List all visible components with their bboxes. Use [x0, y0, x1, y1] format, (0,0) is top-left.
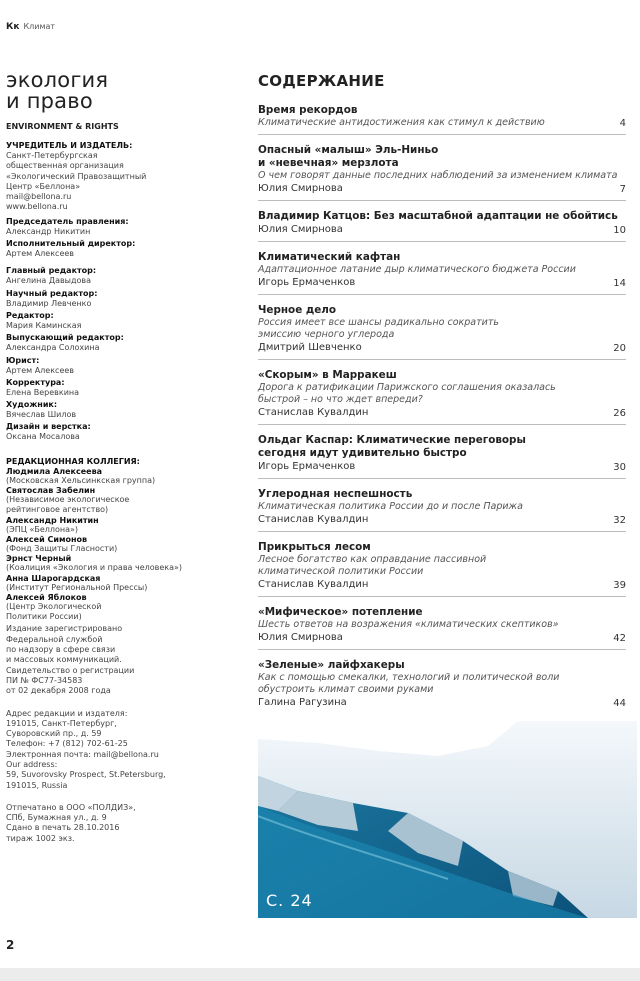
staff-entry	[6, 356, 246, 376]
publisher-line: Санкт-Петербургская	[6, 151, 98, 160]
staff-entry	[6, 378, 246, 398]
article-title: Черное дело	[258, 304, 337, 316]
board-member-name: Александр Никитин	[6, 515, 99, 525]
registration-line: от 02 декабря 2008 года	[6, 686, 111, 696]
contents-item[interactable]	[258, 541, 626, 597]
publisher-line: www.bellona.ru	[6, 202, 68, 212]
page-number: 2	[6, 938, 15, 952]
registration-info	[6, 624, 246, 696]
staff-role: Редактор:	[6, 310, 54, 320]
contents-heading: СОДЕРЖАНИЕ	[258, 72, 385, 90]
publisher-lines	[6, 151, 246, 213]
board-member-org: (Независимое экологическое	[6, 495, 130, 505]
staff-role: Главный редактор:	[6, 266, 97, 276]
address-line: Our address:	[6, 759, 58, 769]
publisher-line: общественная организация	[6, 161, 124, 171]
article-author: Юлия Смирнова	[258, 632, 343, 643]
article-title: и «невечная» мерзлота	[258, 157, 399, 169]
contents-item[interactable]	[258, 251, 626, 295]
article-page: 20	[613, 343, 626, 354]
board-member-org: (Центр Экологической	[6, 601, 102, 611]
board-member-name: Святослав Забелин	[6, 486, 96, 496]
article-title: «Мифическое» потепление	[258, 606, 423, 618]
article-subtitle: Лесное богатство как оправдание пассивной	[258, 554, 487, 565]
article-subtitle: климатической политики России	[258, 566, 424, 577]
staff-role: Дизайн и верстка:	[6, 422, 91, 432]
article-author: Станислав Кувалдин	[258, 407, 369, 418]
article-author: Галина Рагузина	[258, 697, 347, 708]
contents-item[interactable]	[258, 488, 626, 532]
staff-entry	[6, 400, 246, 420]
board-member	[6, 486, 246, 516]
logo-line-2: и право	[6, 89, 93, 113]
board-member-name: Эрнст Черный	[6, 554, 72, 564]
article-page: 32	[613, 515, 626, 526]
article-author: Игорь Ермаченков	[258, 461, 356, 472]
article-author: Дмитрий Шевченко	[258, 342, 362, 353]
article-subtitle: О чем говорят данные последних наблюдений за изменением климата	[258, 170, 618, 181]
address-line: 191015, Санкт-Петербург,	[6, 718, 117, 728]
article-author: Станислав Кувалдин	[258, 579, 369, 590]
article-author: Станислав Кувалдин	[258, 514, 369, 525]
article-title: Прикрыться лесом	[258, 541, 371, 553]
board-member	[6, 554, 246, 573]
board-member-name: Алексей Симонов	[6, 534, 88, 544]
staff-entry	[6, 266, 246, 286]
contents-item[interactable]	[258, 304, 626, 360]
staff-entry	[6, 422, 246, 442]
imprint-column	[6, 70, 246, 844]
staff-entry	[6, 333, 246, 353]
magazine-logo	[6, 70, 246, 112]
contents-item[interactable]	[258, 606, 626, 650]
article-subtitle: обустроить климат своими руками	[258, 684, 434, 695]
print-line: Сдано в печать 28.10.2016	[6, 823, 120, 833]
publisher-block	[6, 141, 246, 213]
board-member	[6, 574, 246, 593]
article-subtitle: Дорога к ратификации Парижского соглашения оказалась	[258, 382, 556, 393]
article-page: 14	[613, 278, 626, 289]
contents-item[interactable]	[258, 434, 626, 479]
article-title: Опасный «малыш» Эль-Ниньо	[258, 144, 439, 156]
board-member-org: (Фонд Защиты Гласности)	[6, 543, 118, 553]
article-title: Ольдаг Каспар: Климатические переговоры	[258, 434, 526, 446]
board-member-name: Алексей Яблоков	[6, 592, 87, 602]
staff-entry	[6, 289, 246, 309]
registration-line: по надзору в сфере связи	[6, 645, 116, 655]
section-logo: Кк	[6, 22, 20, 32]
staff-entry	[6, 239, 246, 259]
contents-item[interactable]	[258, 369, 626, 425]
staff-name: Артем Алексеев	[6, 365, 75, 375]
board-member	[6, 535, 246, 554]
running-header	[6, 22, 55, 32]
publisher-line: «Экологический Правозащитный	[6, 171, 147, 181]
address-line: Телефон: +7 (812) 702-61-25	[6, 739, 128, 749]
article-title: Углеродная неспешность	[258, 488, 413, 500]
staff-role: Выпускающий редактор:	[6, 333, 124, 343]
address-line: Электронная почта: mail@bellona.ru	[6, 749, 159, 759]
article-page: 4	[619, 118, 626, 129]
article-title: сегодня идут удивительно быстро	[258, 447, 467, 459]
article-page: 26	[613, 408, 626, 419]
registration-line: Издание зарегистрировано	[6, 624, 123, 634]
board-member	[6, 593, 246, 623]
registration-line: и массовых коммуникаций.	[6, 655, 122, 665]
staff-role: Научный редактор:	[6, 288, 98, 298]
board-label: РЕДАКЦИОННАЯ КОЛЛЕГИЯ:	[6, 456, 140, 466]
board-member-name: Людмила Алексеева	[6, 466, 103, 476]
board-member-org: (Московская Хельсинкская группа)	[6, 475, 156, 485]
board-member-name: Анна Шарогардская	[6, 573, 101, 583]
article-subtitle: эмиссию черного углерода	[258, 329, 395, 340]
print-info	[6, 803, 246, 844]
staff-name: Мария Каминская	[6, 320, 82, 330]
staff-role: Художник:	[6, 400, 58, 410]
article-subtitle: Климатическая политика России до и после Парижа	[258, 501, 523, 512]
staff-name: Александр Никитин	[6, 226, 91, 236]
staff-role: Исполнительный директор:	[6, 239, 136, 249]
print-line: Отпечатано в ООО «ПОЛДИЗ»,	[6, 802, 136, 812]
cover-photo	[258, 721, 637, 918]
board-member-org: рейтинговое агентство)	[6, 505, 109, 515]
contents-item[interactable]	[258, 210, 626, 242]
board-member-org: (Институт Региональной Прессы)	[6, 582, 148, 592]
staff-name: Елена Веревкина	[6, 387, 80, 397]
article-subtitle: Шесть ответов на возражения «климатических скептиков»	[258, 619, 559, 630]
magazine-subtitle: ENVIRONMENT & RIGHTS	[6, 122, 119, 131]
article-title: Время рекордов	[258, 104, 358, 116]
contents-column	[258, 72, 626, 714]
page-bottom-edge	[0, 968, 640, 981]
print-line: СПб, Бумажная ул., д. 9	[6, 813, 107, 823]
publisher-label: УЧРЕДИТЕЛЬ И ИЗДАТЕЛЬ:	[6, 141, 133, 150]
board-member-org: (ЭПЦ «Беллона»)	[6, 524, 79, 534]
contents-item[interactable]	[258, 144, 626, 201]
article-page: 42	[613, 633, 626, 644]
article-page: 7	[619, 184, 626, 195]
staff-entry	[6, 311, 246, 331]
article-author: Юлия Смирнова	[258, 224, 343, 235]
staff-role: Председатель правления:	[6, 216, 129, 226]
article-page: 10	[613, 225, 626, 236]
contents-item[interactable]	[258, 659, 626, 714]
staff-name: Артем Алексеев	[6, 249, 75, 259]
section-name: Климат	[23, 22, 56, 31]
publisher-line: Центр «Беллона»	[6, 181, 81, 191]
staff-entry	[6, 217, 246, 237]
board-member	[6, 516, 246, 535]
article-subtitle: Адаптационное латание дыр климатического бюджета России	[258, 264, 576, 275]
publisher-line: mail@bellona.ru	[6, 192, 72, 202]
registration-line: ПИ № ФС77-34583	[6, 675, 83, 685]
staff-name: Владимир Левченко	[6, 298, 92, 308]
page-reference: С. 24	[266, 891, 313, 910]
article-title: «Зеленые» лайфхакеры	[258, 659, 405, 671]
address-line: Адрес редакции и издателя:	[6, 708, 128, 718]
staff-list	[6, 217, 246, 443]
article-title: Владимир Катцов: Без масштабной адаптации не обойтись	[258, 210, 618, 222]
article-title: «Скорым» в Марракеш	[258, 369, 397, 381]
article-author: Юлия Смирнова	[258, 183, 343, 194]
address-line: 59, Suvorovsky Prospect, St.Petersburg,	[6, 770, 166, 780]
article-subtitle: быстрой – но что ждет впереди?	[258, 394, 423, 405]
address-line: 191015, Russia	[6, 780, 68, 790]
board-member	[6, 467, 246, 486]
article-page: 30	[613, 462, 626, 473]
staff-role: Юрист:	[6, 355, 40, 365]
staff-name: Оксана Мосалова	[6, 432, 80, 442]
board-member-org: (Коалиция «Экология и права человека»)	[6, 563, 183, 573]
article-subtitle: Климатические антидостижения как стимул к действию	[258, 117, 545, 128]
board-block	[6, 457, 246, 623]
article-page: 44	[613, 698, 626, 709]
address-info	[6, 709, 246, 791]
article-page: 39	[613, 580, 626, 591]
article-author: Игорь Ермаченков	[258, 277, 356, 288]
staff-name: Александра Солохина	[6, 343, 100, 353]
contents-list	[258, 104, 626, 714]
registration-line: Федеральной службой	[6, 634, 103, 644]
logo-line-1: экология	[6, 68, 109, 92]
glacier-image	[258, 721, 637, 918]
print-line: тираж 1002 экз.	[6, 833, 75, 843]
staff-name: Ангелина Давыдова	[6, 276, 92, 286]
staff-name: Вячеслав Шилов	[6, 410, 77, 420]
staff-role: Корректура:	[6, 377, 65, 387]
contents-item[interactable]	[258, 104, 626, 135]
board-member-org: Политики России)	[6, 612, 82, 622]
registration-line: Свидетельство о регистрации	[6, 665, 135, 675]
address-line: Суворовский пр., д. 59	[6, 729, 102, 739]
board-list	[6, 467, 246, 623]
article-subtitle: Россия имеет все шансы радикально сократить	[258, 317, 499, 328]
article-subtitle: Как с помощью смекалки, технологий и политической воли	[258, 672, 560, 683]
article-title: Климатический кафтан	[258, 251, 401, 263]
